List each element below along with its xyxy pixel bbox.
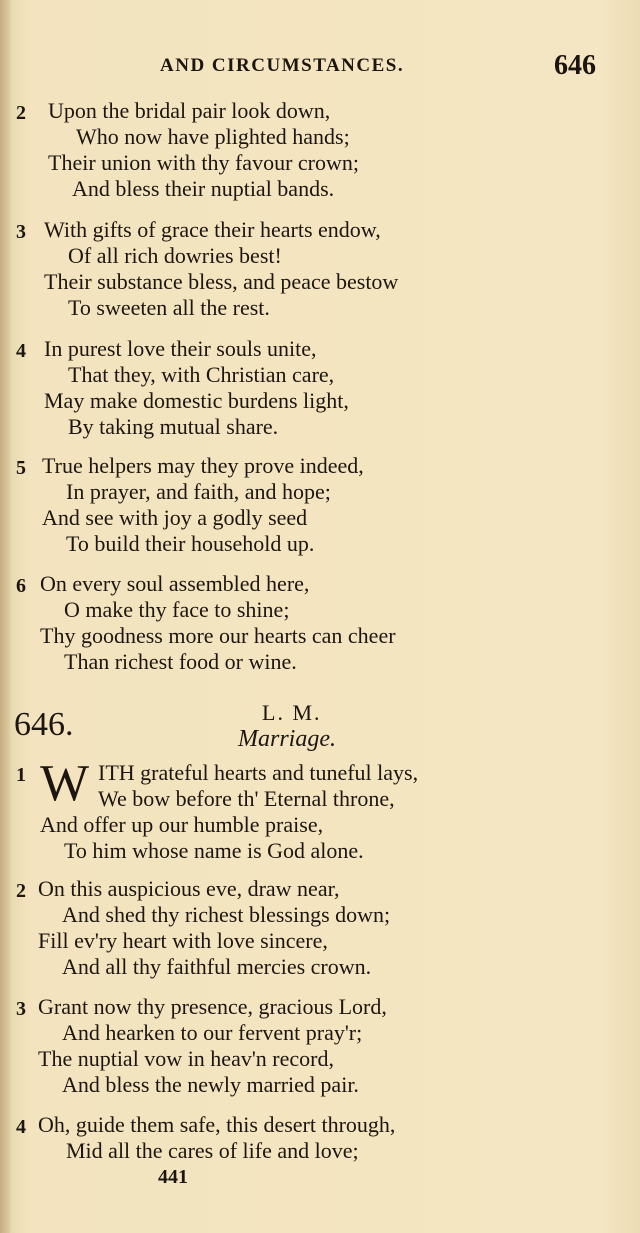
verse-line: Thy goodness more our hearts can cheer <box>40 623 396 648</box>
verse-line: To sweeten all the rest. <box>68 295 270 320</box>
verse-line: To build their household up. <box>66 531 315 556</box>
verse-line: On this auspicious eve, draw near, <box>38 876 340 901</box>
verse-line: And bless their nuptial bands. <box>72 176 335 201</box>
stanza-number: 5 <box>16 457 26 479</box>
stanza-number: 2 <box>16 102 26 124</box>
verse-line: And bless the newly married pair. <box>62 1072 359 1097</box>
stanza-number: 1 <box>16 764 26 786</box>
stanza-number: 4 <box>16 340 26 362</box>
verse-line: We bow before th' Eternal throne, <box>98 786 395 811</box>
verse-line: And all thy faithful mercies crown. <box>62 954 372 979</box>
page-number: 646 <box>554 50 596 81</box>
verse-line: O make thy face to shine; <box>64 597 290 622</box>
page-gutter <box>0 0 10 1233</box>
verse-line: Grant now thy presence, gracious Lord, <box>38 994 387 1019</box>
verse-line: ITH grateful hearts and tuneful lays, <box>98 760 419 785</box>
stanza-number: 3 <box>16 998 26 1020</box>
verse-line: And see with joy a godly seed <box>42 505 308 530</box>
verse-line: And shed thy richest blessings down; <box>62 902 391 927</box>
drop-cap: W <box>40 755 90 812</box>
hymn-meter: L. M. <box>262 700 322 725</box>
hymn-subject: Marriage. <box>238 726 336 752</box>
verse-line: In prayer, and faith, and hope; <box>66 479 331 504</box>
verse-line: Their union with thy favour crown; <box>48 150 359 175</box>
verse-line: The nuptial vow in heav'n record, <box>38 1046 334 1071</box>
verse-line: Of all rich dowries best! <box>68 243 282 268</box>
signature-mark: 441 <box>158 1166 188 1188</box>
verse-line: And hearken to our fervent pray'r; <box>62 1020 363 1045</box>
verse-line: With gifts of grace their hearts endow, <box>44 217 381 242</box>
stanza-number: 4 <box>16 1116 26 1138</box>
verse-line: Mid all the cares of life and love; <box>66 1138 359 1163</box>
running-head: AND CIRCUMSTANCES. <box>160 55 405 76</box>
verse-line: Than richest food or wine. <box>64 649 297 674</box>
verse-line: And offer up our humble praise, <box>40 812 324 837</box>
verse-line: By taking mutual share. <box>68 414 279 439</box>
verse-line: To him whose name is God alone. <box>64 838 364 863</box>
verse-line: On every soul assembled here, <box>40 571 310 596</box>
hymn-number: 646. <box>14 706 74 743</box>
verse-line: Fill ev'ry heart with love sincere, <box>38 928 328 953</box>
verse-line: May make domestic burdens light, <box>44 388 349 413</box>
stanza-number: 3 <box>16 221 26 243</box>
verse-line: In purest love their souls unite, <box>44 336 317 361</box>
verse-line: Their substance bless, and peace bestow <box>44 269 399 294</box>
stanza-number: 6 <box>16 575 26 597</box>
verse-line: True helpers may they prove indeed, <box>42 453 364 478</box>
verse-line: Who now have plighted hands; <box>76 124 350 149</box>
stanza-number: 2 <box>16 880 26 902</box>
verse-line: Upon the bridal pair look down, <box>48 98 331 123</box>
verse-line: Oh, guide them safe, this desert through, <box>38 1112 396 1137</box>
verse-line: That they, with Christian care, <box>68 362 335 387</box>
